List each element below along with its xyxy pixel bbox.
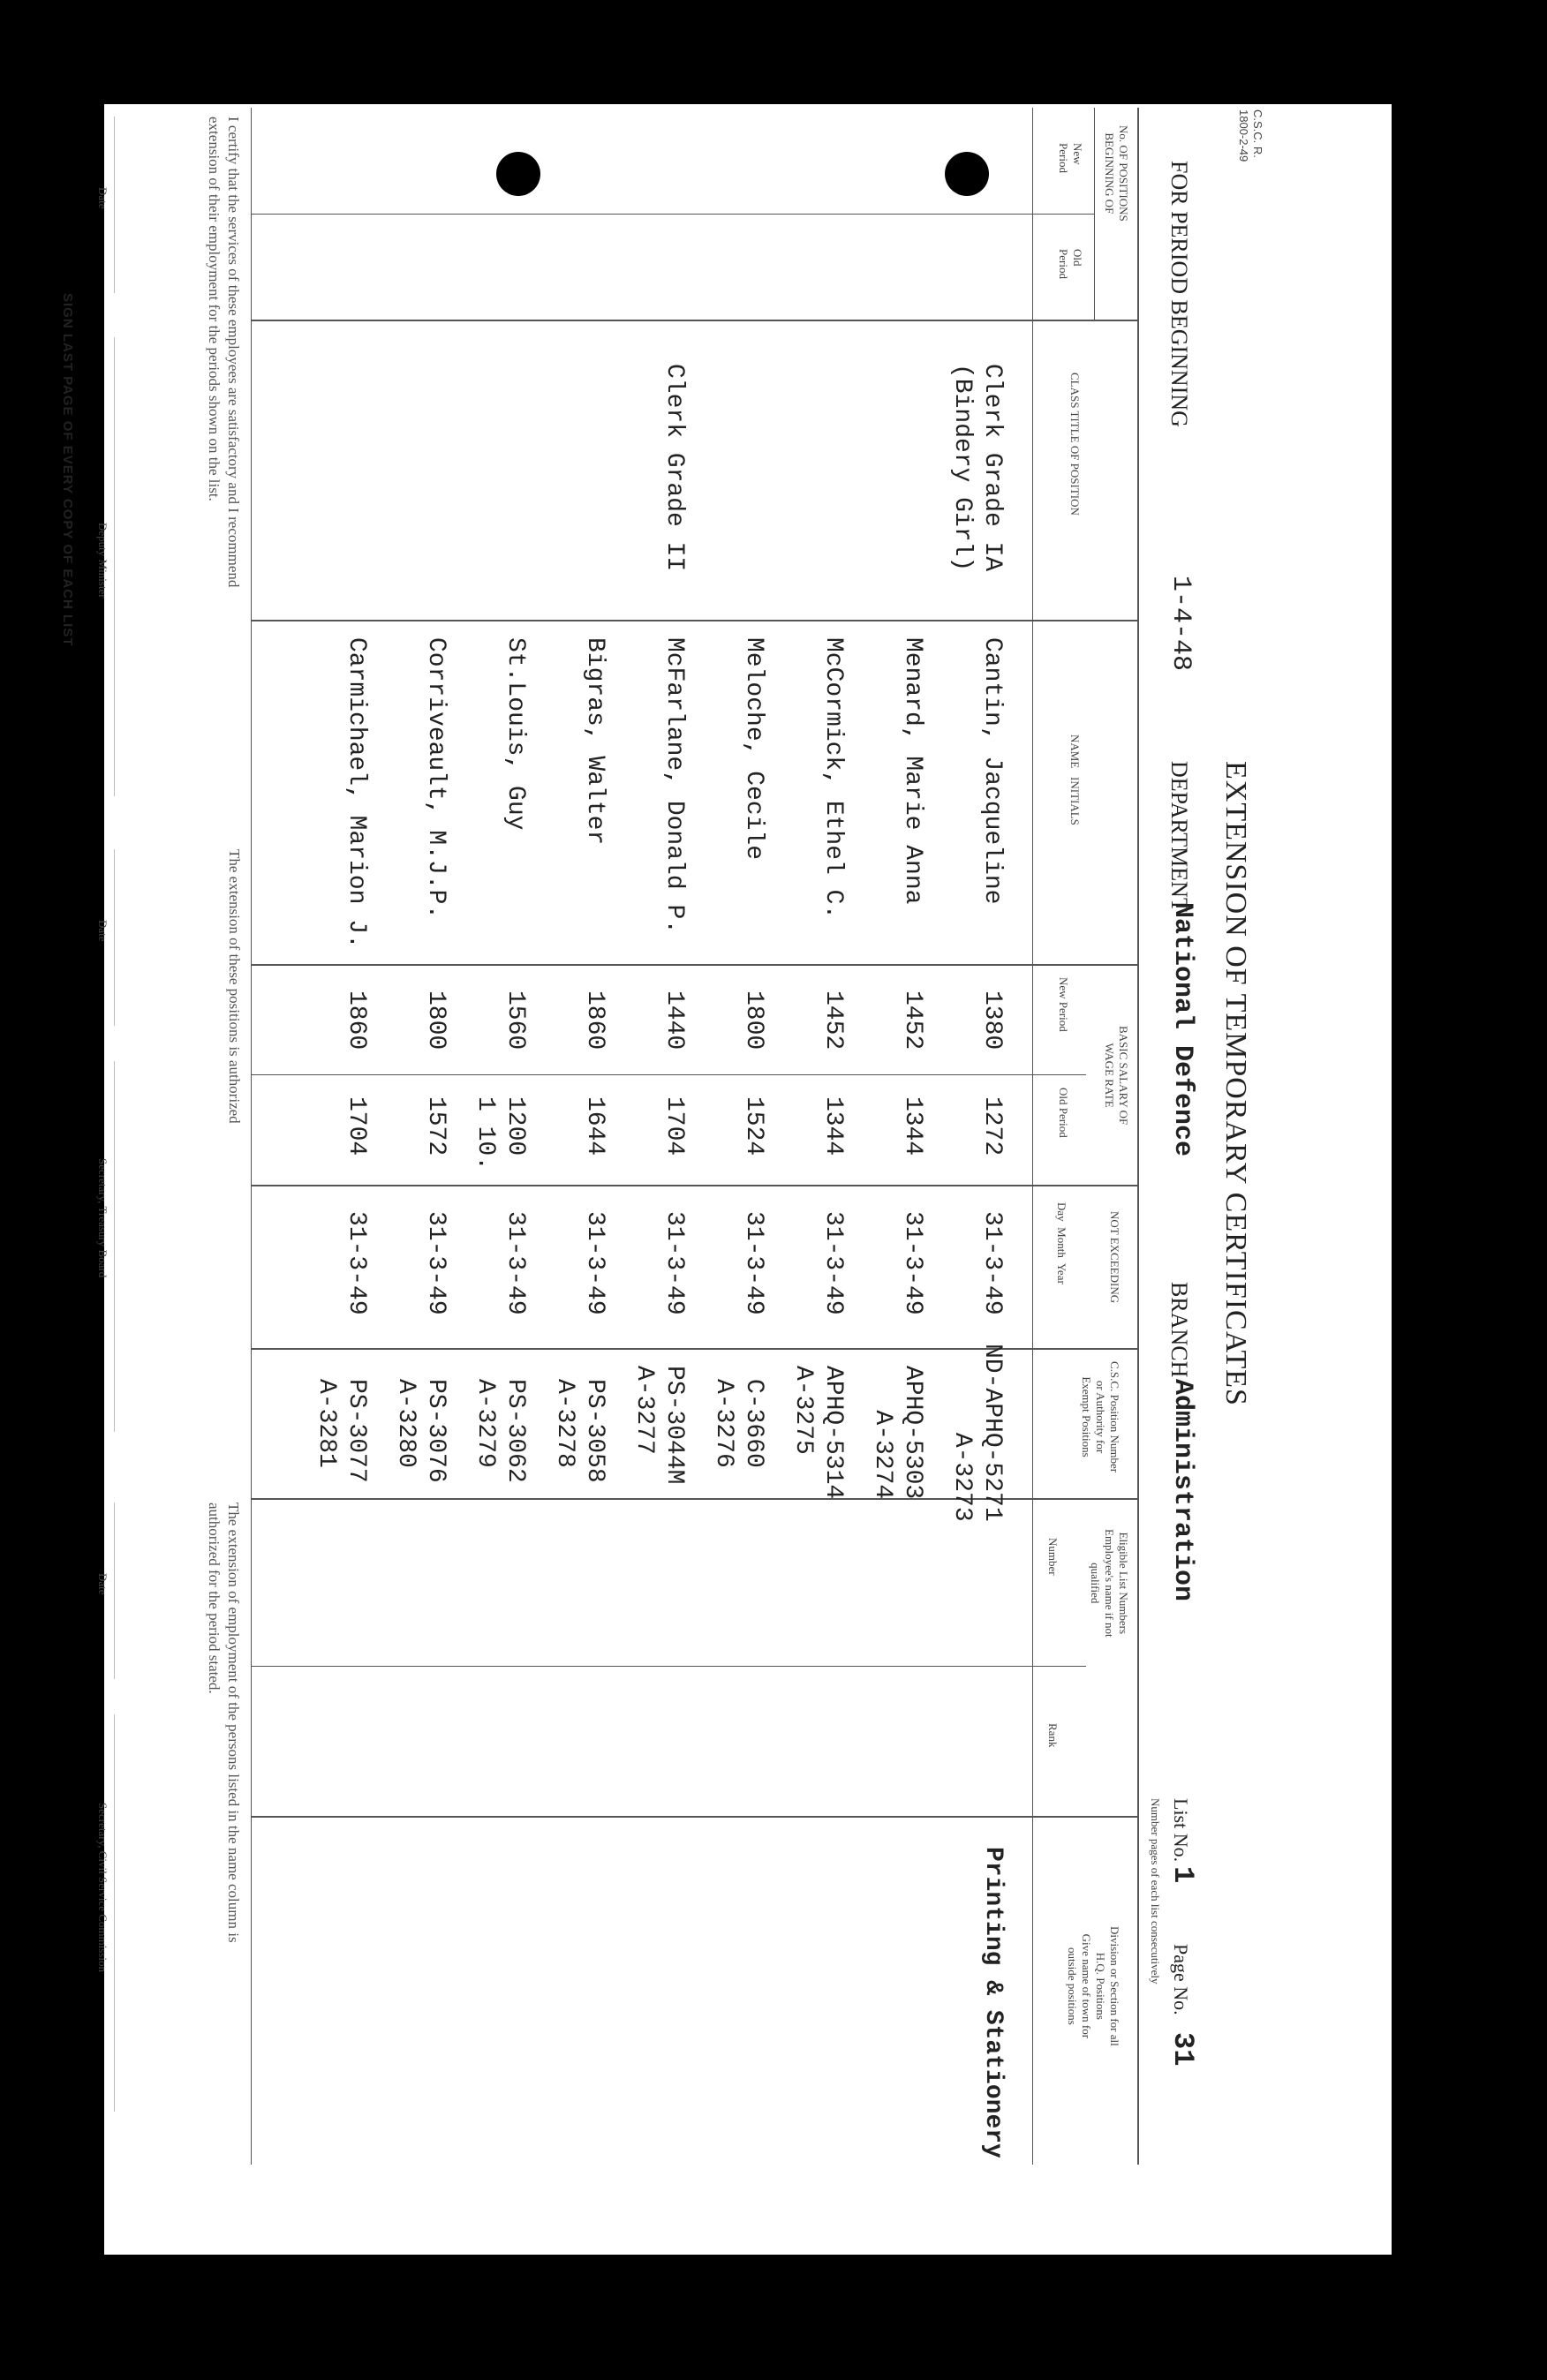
date-label: Date bbox=[96, 920, 109, 942]
branch-label: BRANCH bbox=[1166, 1282, 1192, 1378]
salary-new: 1860 bbox=[343, 990, 370, 1051]
employee-name: St.Louis, Guy bbox=[502, 637, 529, 831]
csc-number: PS-3058 A-3278 bbox=[551, 1379, 608, 1483]
expiry-date: 31-3-49 bbox=[660, 1211, 688, 1315]
col-divider bbox=[252, 1074, 1086, 1075]
salary-old: 1644 bbox=[581, 1096, 608, 1156]
department-label: DEPARTMENT bbox=[1166, 761, 1192, 912]
expiry-date: 31-3-49 bbox=[819, 1211, 847, 1315]
certificate-form bbox=[18, 108, 1272, 2253]
col-header-class-title: CLASS TITLE OF POSITION bbox=[1068, 373, 1082, 516]
class-title-cell: Clerk Grade IA (Bindery Girl) bbox=[948, 364, 1006, 572]
col-header-division: Division or Section for all H.Q. Positions Give name of town for outside positions bbox=[1066, 1926, 1121, 2046]
salary-old: 1524 bbox=[740, 1096, 767, 1156]
salary-new: 1380 bbox=[978, 990, 1006, 1051]
expiry-date: 31-3-49 bbox=[343, 1211, 370, 1315]
page-value: 31 bbox=[1166, 2032, 1199, 2067]
table-top-rule bbox=[1137, 108, 1139, 2165]
expiry-date: 31-3-49 bbox=[978, 1211, 1006, 1315]
deputy-minister-label: Deputy Minister bbox=[96, 523, 109, 599]
date-label: Date bbox=[96, 1573, 109, 1595]
expiry-date: 31-3-49 bbox=[502, 1211, 529, 1315]
col-header-eligible-rank: Rank bbox=[1046, 1723, 1060, 1748]
expiry-date: 31-3-49 bbox=[740, 1211, 767, 1315]
sign-instruction: SIGN LAST PAGE OF EVERY COPY OF EACH LIST bbox=[60, 293, 75, 647]
table-header-rule bbox=[1032, 108, 1033, 2165]
col-header-salary: BASIC SALARY OF WAGE RATE bbox=[1103, 1026, 1130, 1126]
col-header-eligible-number: Number bbox=[1046, 1538, 1060, 1576]
form-title: EXTENSION OF TEMPORARY CERTIFICATES bbox=[1219, 761, 1252, 1406]
employee-name: Meloche, Cecile bbox=[740, 637, 767, 861]
csc-number: PS-3062 A-3279 bbox=[472, 1379, 529, 1483]
col-header-csc: C.S.C. Position Number or Authority for Exempt Positions bbox=[1080, 1361, 1121, 1473]
employee-name: Corriveault, M.J.P. bbox=[422, 637, 449, 920]
col-header-positions: No. OF POSITIONS BEGINNING OF bbox=[1103, 125, 1130, 222]
employee-name: Menard, Marie Anna bbox=[899, 637, 926, 905]
csc-number: APHQ-5303 A-3274 bbox=[869, 1366, 926, 1500]
salary-new: 1800 bbox=[422, 990, 449, 1051]
col-divider bbox=[252, 1185, 1139, 1186]
col-divider bbox=[252, 964, 1139, 966]
col-header-name: NAME INITIALS bbox=[1068, 734, 1082, 825]
csc-number: PS-3077 A-3281 bbox=[313, 1379, 370, 1483]
branch-value: Administration bbox=[1167, 1379, 1197, 1602]
employee-name: McFarlane, Donald P. bbox=[660, 637, 688, 935]
employee-name: Cantin, Jacqueline bbox=[978, 637, 1006, 905]
period-label: FOR PERIOD BEGINNING bbox=[1166, 161, 1192, 427]
list-label: List No. bbox=[1170, 1798, 1192, 1863]
salary-new: 1452 bbox=[899, 990, 926, 1051]
list-value: 1 bbox=[1166, 1866, 1199, 1884]
authorized-statement: The extension of these positions is authorized bbox=[226, 849, 243, 1124]
civil-service-label: Secretary, Civil Service Commission bbox=[96, 1803, 109, 1972]
csc-statement: The extension of employment of the persons listed in the name column is authorized for the period stated. bbox=[206, 1503, 242, 1943]
salary-new: 1440 bbox=[660, 990, 688, 1051]
csc-number: C-3660 A-3276 bbox=[710, 1379, 767, 1468]
col-divider bbox=[252, 620, 1139, 621]
col-header-salary-old: Old Period bbox=[1057, 1088, 1070, 1138]
signature-line bbox=[114, 849, 115, 1026]
salary-new: 1560 bbox=[502, 990, 529, 1051]
salary-old: 1704 bbox=[660, 1096, 688, 1156]
csc-number: APHQ-5314 A-3275 bbox=[789, 1366, 847, 1500]
salary-old: 1344 bbox=[899, 1096, 926, 1156]
signature-line bbox=[114, 1503, 115, 1679]
col-header-salary-new: New Period bbox=[1057, 977, 1070, 1032]
certify-statement: I certify that the services of these employees are satisfactory and I recommend extension of their employment for the periods shown on the list. bbox=[206, 117, 242, 588]
salary-old: 1272 bbox=[978, 1096, 1006, 1156]
col-divider bbox=[252, 1816, 1139, 1818]
treasury-board-label: Secretary, Treasury Board bbox=[96, 1158, 109, 1278]
col-header-eligible: Eligible List Numbers Employee's name if not qualified bbox=[1089, 1529, 1130, 1638]
period-value: 1-4-48 bbox=[1166, 576, 1196, 672]
salary-old: 1344 bbox=[819, 1096, 847, 1156]
signature-line bbox=[114, 337, 115, 796]
expiry-date: 31-3-49 bbox=[581, 1211, 608, 1315]
department-value: National Defence bbox=[1167, 902, 1197, 1157]
signature-line bbox=[114, 117, 115, 293]
salary-old: 1704 bbox=[343, 1096, 370, 1156]
expiry-date: 31-3-49 bbox=[422, 1211, 449, 1315]
salary-new: 1860 bbox=[581, 990, 608, 1051]
numbering-note: Number pages of each list consecutively bbox=[1149, 1798, 1162, 1985]
salary-new: 1452 bbox=[819, 990, 847, 1051]
col-divider bbox=[252, 1666, 1086, 1667]
salary-new: 1800 bbox=[740, 990, 767, 1051]
date-label: Date bbox=[96, 187, 109, 209]
col-header-new-period: New Period bbox=[1057, 143, 1084, 173]
signature-line bbox=[114, 1714, 115, 2112]
class-title-cell: Clerk Grade II bbox=[660, 364, 688, 572]
col-header-old-period: Old Period bbox=[1057, 249, 1084, 279]
expiry-date: 31-3-49 bbox=[899, 1211, 926, 1315]
csc-number: PS-3044M A-3277 bbox=[630, 1366, 688, 1485]
col-header-day-month-year: Day Month Year bbox=[1055, 1202, 1068, 1284]
page-label: Page No. bbox=[1170, 1944, 1192, 2015]
col-divider bbox=[252, 320, 1139, 321]
employee-name: Bigras, Walter bbox=[581, 637, 608, 846]
form-code: C.S.C. R. 1800-2-49 bbox=[1237, 109, 1264, 162]
col-header-not-exceeding: NOT EXCEEDING bbox=[1108, 1211, 1121, 1304]
signature-line bbox=[114, 1061, 115, 1432]
division-value: Printing & Stationery bbox=[979, 1847, 1007, 2158]
employee-name: McCormick, Ethel C. bbox=[819, 637, 847, 920]
employee-name: Carmichael, Marion J. bbox=[343, 637, 370, 949]
csc-number: PS-3076 A-3280 bbox=[392, 1379, 449, 1483]
salary-old: 1572 bbox=[422, 1096, 449, 1156]
table-bottom-rule bbox=[251, 108, 252, 2165]
csc-number: ND-APHQ-5271 A-3273 bbox=[948, 1344, 1006, 1522]
positions-subdivider bbox=[252, 214, 1095, 215]
salary-old: 1200 1 10. bbox=[472, 1096, 529, 1171]
